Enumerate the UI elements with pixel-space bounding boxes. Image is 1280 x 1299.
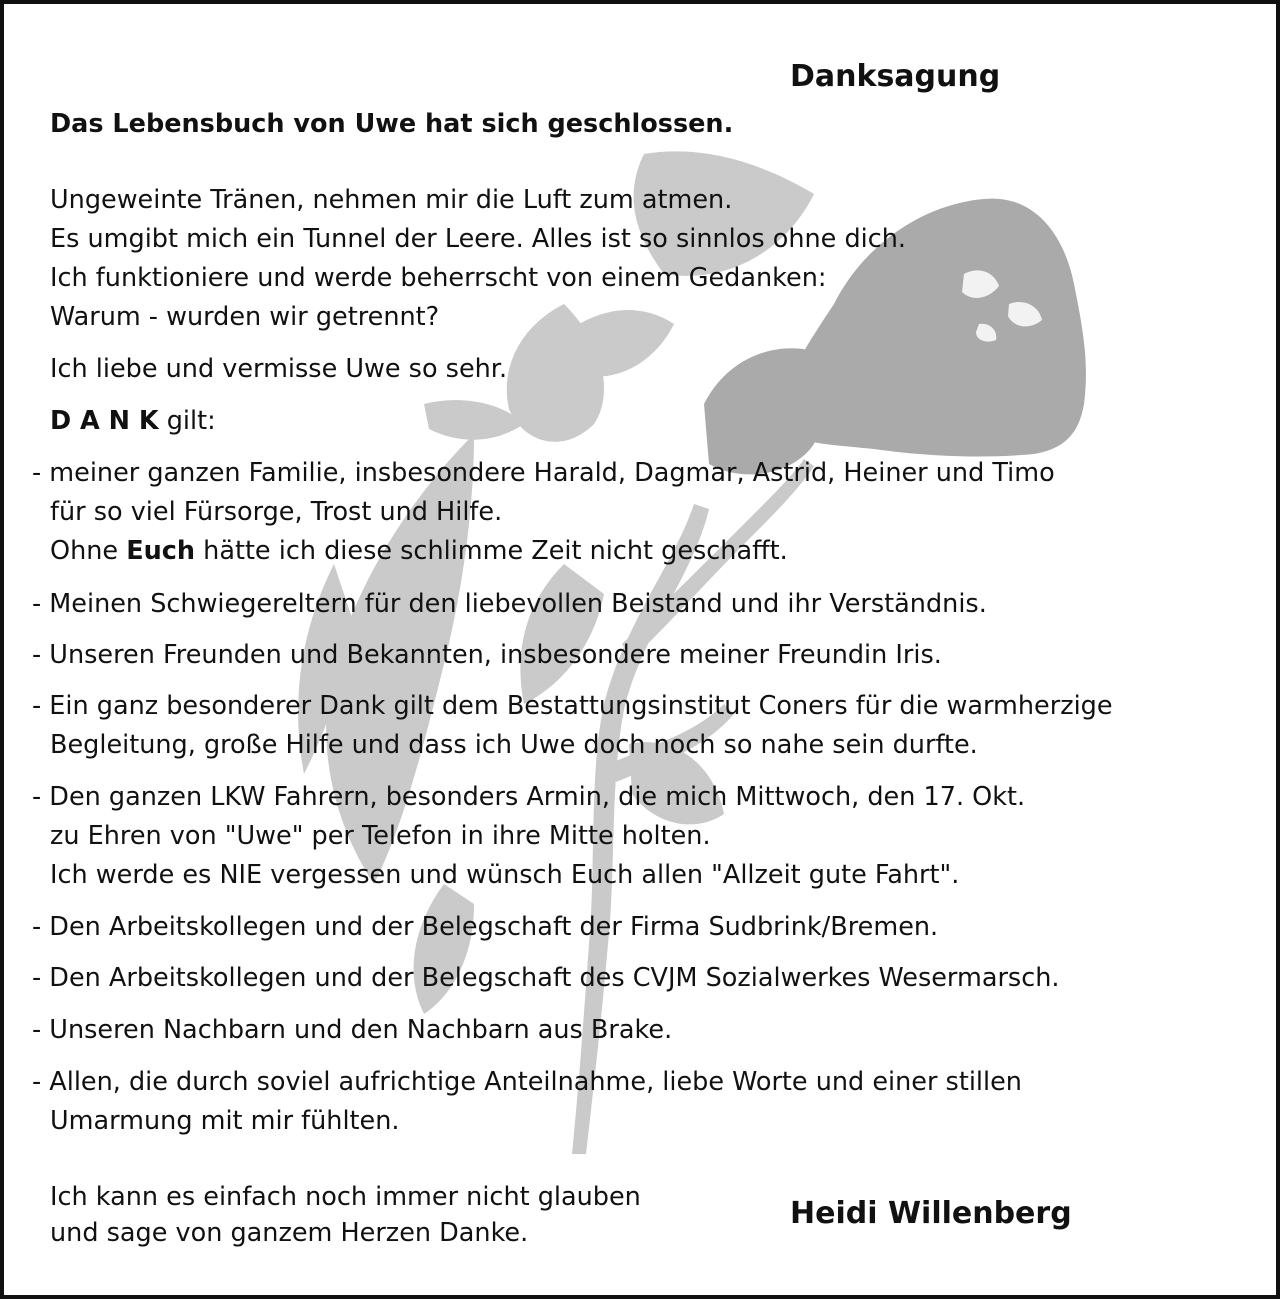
thanks-everyone-line1: - Allen, die durch soviel aufrichtige Anteilnahme, liebe Worte und einer stillen: [32, 1067, 1022, 1097]
thanks-cvjm: - Den Arbeitskollegen und der Belegschaft des CVJM Sozialwerkes Wesermarsch.: [32, 963, 1060, 993]
thanks-sudbrink: - Den Arbeitskollegen und der Belegschaft der Firma Sudbrink/Bremen.: [32, 912, 939, 942]
thanks-family-euch: Euch: [126, 536, 196, 566]
signature: Heidi Willenberg: [790, 1196, 1072, 1231]
poem-line: Ungeweinte Tränen, nehmen mir die Luft zum atmen.: [50, 185, 733, 215]
love-line: Ich liebe und vermisse Uwe so sehr.: [50, 354, 508, 384]
thanks-intro: [50, 406, 216, 436]
thanks-funeral-line1: - Ein ganz besonderer Dank gilt dem Bestattungsinstitut Coners für die warmherzige: [32, 691, 1113, 721]
thanks-drivers-line1: - Den ganzen LKW Fahrern, besonders Armin, die mich Mittwoch, den 17. Okt.: [32, 782, 1026, 812]
thanks-family-line2: für so viel Fürsorge, Trost und Hilfe.: [50, 497, 503, 527]
thanks-drivers-line2: zu Ehren von "Uwe" per Telefon in ihre Mitte holten.: [50, 821, 711, 851]
thanks-intro-rest: gilt:: [158, 406, 216, 436]
thanks-in-laws: - Meinen Schwiegereltern für den liebevollen Beistand und ihr Verständnis.: [32, 589, 987, 619]
thanks-intro-bold: D A N K: [50, 406, 159, 436]
closing-line: Ich kann es einfach noch immer nicht glauben: [50, 1182, 641, 1212]
poem-line: Es umgibt mich ein Tunnel der Leere. Alles ist so sinnlos ohne dich.: [50, 224, 907, 254]
heading: Danksagung: [790, 59, 1001, 94]
poem-line: Warum - wurden wir getrennt?: [50, 302, 440, 332]
thanks-everyone-line2: Umarmung mit mir fühlten.: [50, 1106, 400, 1136]
thanks-friends: - Unseren Freunden und Bekannten, insbesondere meiner Freundin Iris.: [32, 640, 942, 670]
intro-line: Das Lebensbuch von Uwe hat sich geschlossen.: [50, 109, 734, 139]
thanks-family-line3-post: hätte ich diese schlimme Zeit nicht geschafft.: [195, 536, 788, 566]
poem-line: Ich funktioniere und werde beherrscht von einem Gedanken:: [50, 263, 827, 293]
thanks-drivers-line3: Ich werde es NIE vergessen und wünsch Euch allen "Allzeit gute Fahrt".: [50, 860, 960, 890]
closing-line: und sage von ganzem Herzen Danke.: [50, 1218, 529, 1248]
thanks-family-line1: - meiner ganzen Familie, insbesondere Harald, Dagmar, Astrid, Heiner und Timo: [32, 458, 1055, 488]
thanks-family-line3-pre: Ohne: [50, 536, 127, 566]
thanks-family-line3: [50, 536, 788, 566]
thanks-neighbours: - Unseren Nachbarn und den Nachbarn aus Brake.: [32, 1015, 673, 1045]
thanks-funeral-line2: Begleitung, große Hilfe und dass ich Uwe doch noch so nahe sein durfte.: [50, 730, 978, 760]
